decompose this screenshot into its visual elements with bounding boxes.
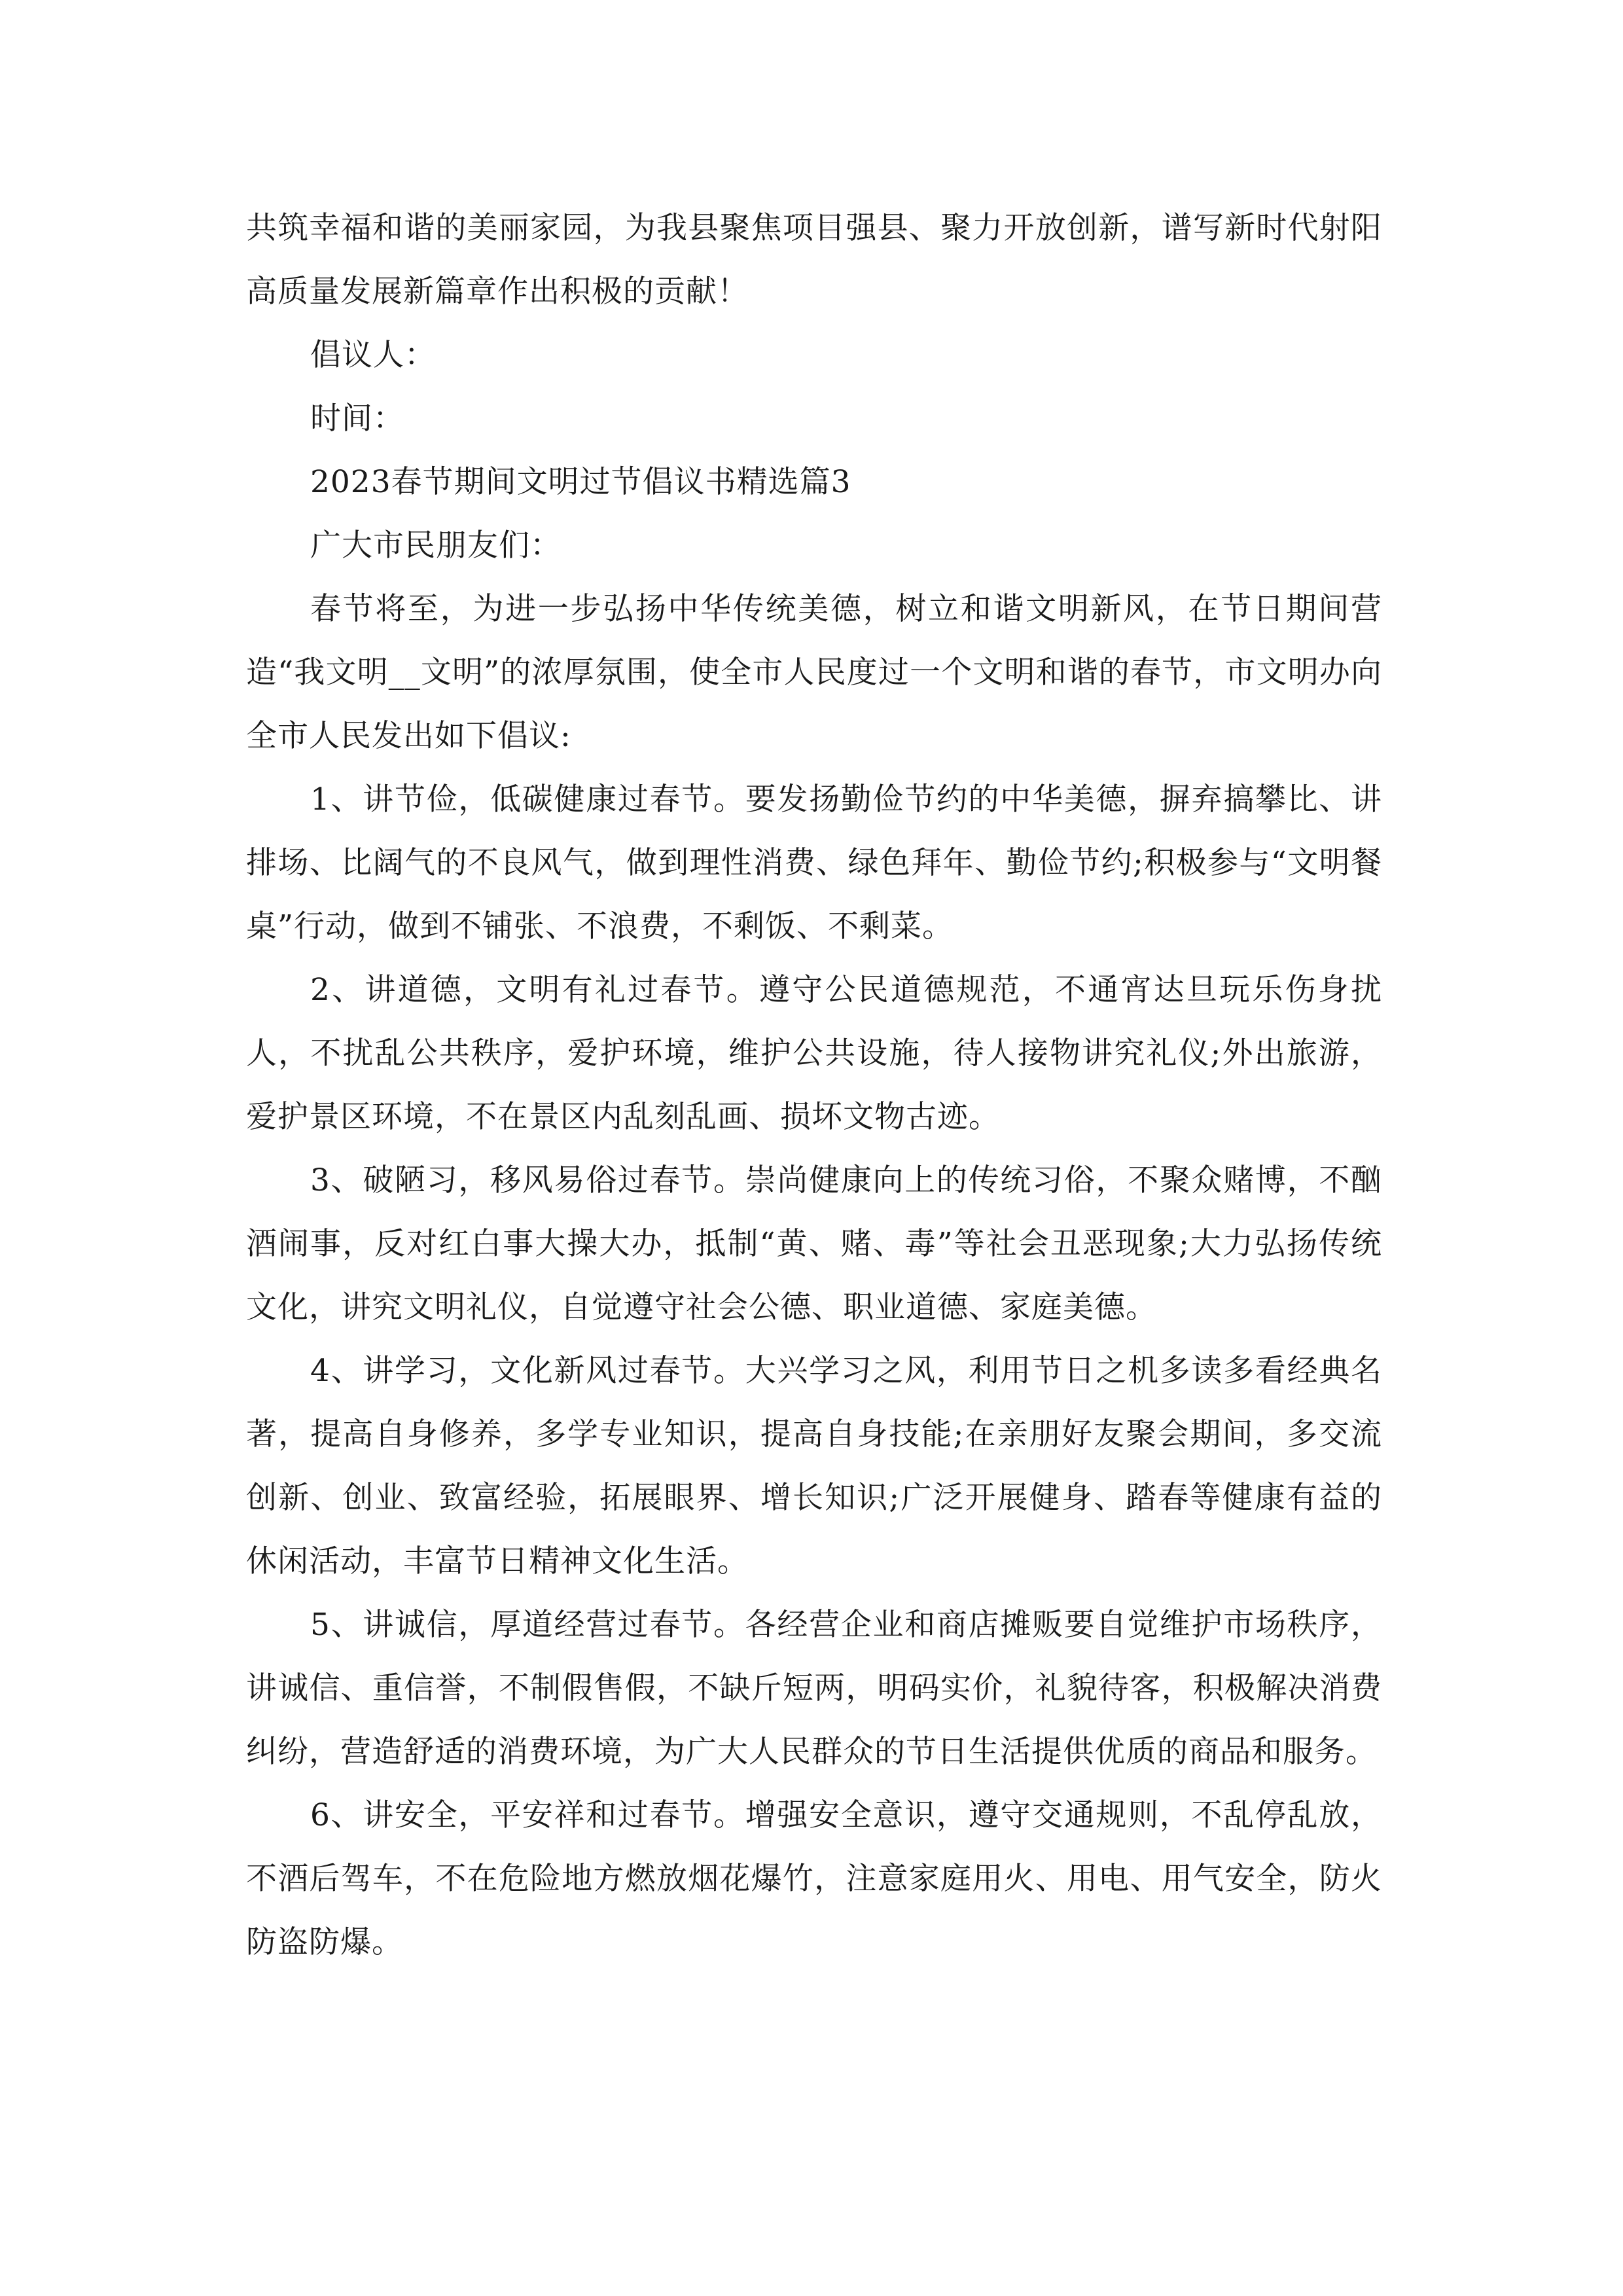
salutation: 广大市民朋友们： (310, 528, 562, 564)
document-page (246, 196, 1382, 1974)
paragraph-item-5: 5、讲诚信，厚道经营过春节。各经营企业和商店摊贩要自觉维护市场秩序，讲诚信、重信誉，不制假售假，不缺斤短两，明码实价，礼貌待客，积极解决消费纠纷，营造舒适的消费环境，为广大人民群众的节日生活提供优质的商品和服务。 (246, 1607, 1382, 1770)
section-heading: 2023春节期间文明过节倡议书精选篇3 (310, 464, 851, 500)
paragraph-continuation: 共筑幸福和谐的美丽家园，为我县聚焦项目强县、聚力开放创新，谱写新时代射阳高质量发展新篇章作出积极的贡献！ (246, 210, 1382, 310)
paragraph-item-2: 2、讲道德，文明有礼过春节。遵守公民道德规范，不通宵达旦玩乐伤身扰人，不扰乱公共秩序，爱护环境，维护公共设施，待人接物讲究礼仪;外出旅游，爱护景区环境，不在景区内乱刻乱画、损坏文物古迹。 (246, 972, 1382, 1135)
paragraph-item-6: 6、讲安全，平安祥和过春节。增强安全意识，遵守交通规则，不乱停乱放，不酒后驾车，不在危险地方燃放烟花爆竹，注意家庭用火、用电、用气安全，防火防盗防爆。 (246, 1797, 1382, 1960)
paragraph-intro: 春节将至，为进一步弘扬中华传统美德，树立和谐文明新风，在节日期间营造“我文明__文明”的浓厚氛围，使全市人民度过一个文明和谐的春节，市文明办向全市人民发出如下倡议: (246, 591, 1382, 754)
paragraph-item-4: 4、讲学习，文化新风过春节。大兴学习之风，利用节日之机多读多看经典名著，提高自身修养，多学专业知识，提高自身技能;在亲朋好友聚会期间，多交流创新、创业、致富经验，拓展眼界、增长知识;广泛开展健身、踏春等健康有益的休闲活动，丰富节日精神文化生活。 (246, 1353, 1382, 1579)
paragraph-item-3: 3、破陋习，移风易俗过春节。崇尚健康向上的传统习俗，不聚众赌博，不酗酒闹事，反对红白事大操大办，抵制“黄、赌、毒”等社会丑恶现象;大力弘扬传统文化，讲究文明礼仪，自觉遵守社会公德、职业道德、家庭美德。 (246, 1162, 1382, 1325)
initiator-line: 倡议人： (310, 337, 436, 373)
time-line: 时间： (310, 401, 404, 437)
paragraph-item-1: 1、讲节俭，低碳健康过春节。要发扬勤俭节约的中华美德，摒弃搞攀比、讲排场、比阔气的不良风气，做到理性消费、绿色拜年、勤俭节约;积极参与“文明餐桌”行动，做到不铺张、不浪费，不剩饭、不剩菜。 (246, 781, 1382, 944)
